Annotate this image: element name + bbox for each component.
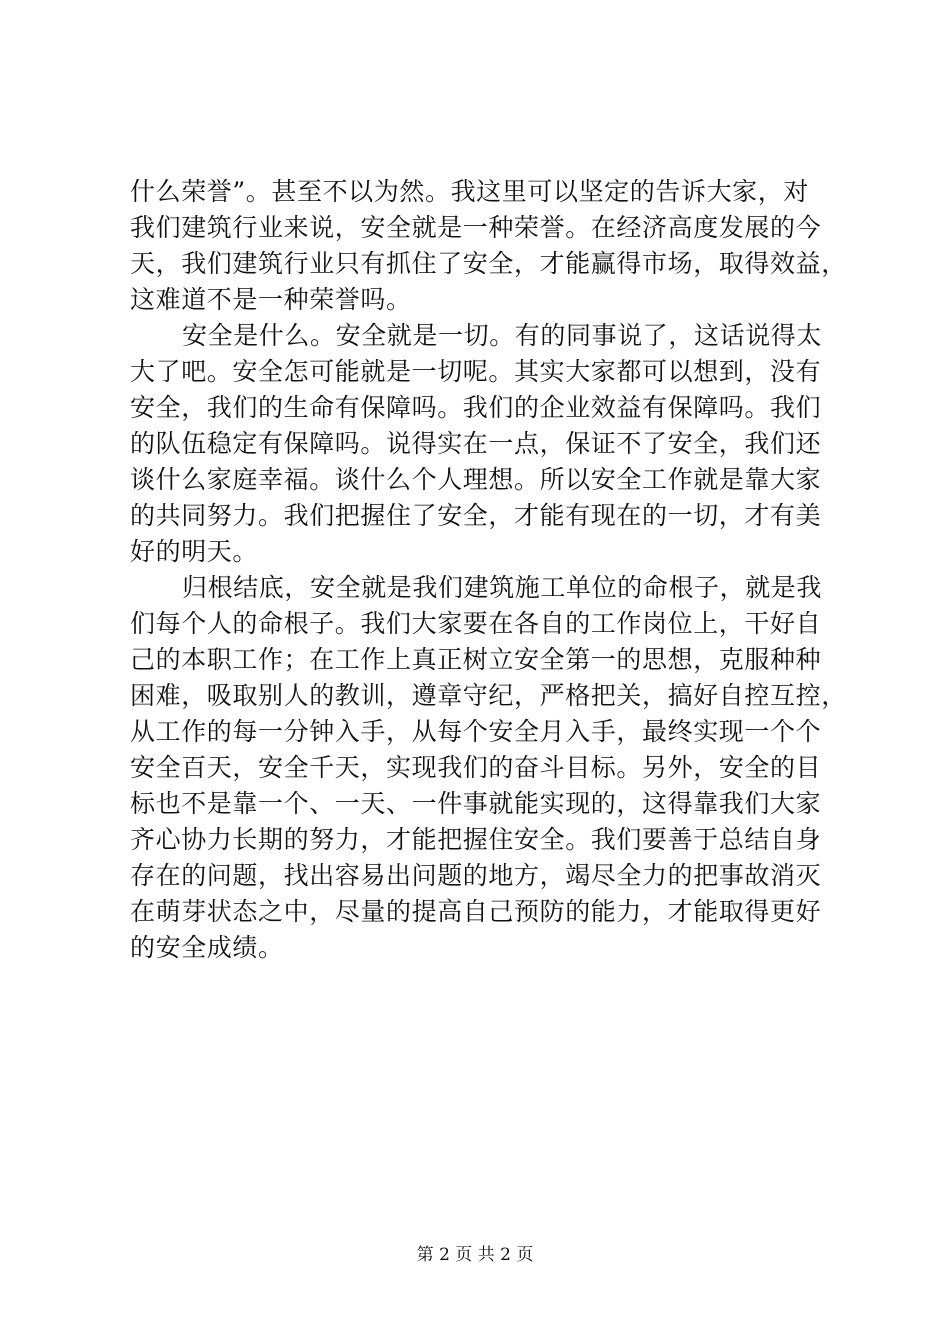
paragraph bbox=[130, 570, 847, 966]
text-line: 的安全成绩。 bbox=[130, 933, 284, 962]
text-line: 存在的问题，找出容易出问题的地方，竭尽全力的把事故消灭 bbox=[130, 861, 822, 890]
text-line: 大了吧。安全怎可能就是一切呢。其实大家都可以想到，没有 bbox=[130, 357, 822, 386]
text-line: 安全百天，安全千天，实现我们的奋斗目标。另外，安全的目 bbox=[130, 753, 822, 782]
text-line: 己的本职工作；在工作上真正树立安全第一的思想，克服种种 bbox=[130, 645, 822, 674]
text-line: 什么荣誉”。甚至不以为然。我这里可以坚定的告诉大家，对 bbox=[130, 177, 809, 206]
paragraph bbox=[130, 318, 844, 570]
page-footer: 第 2 页 共 2 页 bbox=[416, 1245, 534, 1265]
text-line: 安全，我们的生命有保障吗。我们的企业效益有保障吗。我们 bbox=[130, 393, 822, 422]
text-line: 齐心协力长期的努力，才能把握住安全。我们要善于总结自身 bbox=[130, 825, 822, 854]
text-line: 的队伍稳定有保障吗。说得实在一点，保证不了安全，我们还 bbox=[130, 429, 822, 458]
text-line: 谈什么家庭幸福。谈什么个人理想。所以安全工作就是靠大家 bbox=[130, 465, 822, 494]
text-line: 困难，吸取别人的教训，遵章守纪，严格把关，搞好自控互控， bbox=[130, 681, 847, 710]
text-line: 我们建筑行业来说，安全就是一种荣誉。在经济高度发展的今 bbox=[130, 213, 822, 242]
text-line: 天，我们建筑行业只有抓住了安全，才能赢得市场，取得效益， bbox=[130, 249, 847, 278]
text-line: 安全是什么。安全就是一切。有的同事说了，这话说得太 bbox=[182, 321, 823, 350]
text-line: 归根结底，安全就是我们建筑施工单位的命根子，就是我 bbox=[182, 573, 823, 602]
text-line: 的共同努力。我们把握住了安全，才能有现在的一切，才有美 bbox=[130, 501, 822, 530]
paragraph bbox=[130, 174, 847, 318]
text-line: 们每个人的命根子。我们大家要在各自的工作岗位上，干好自 bbox=[130, 609, 822, 638]
text-line: 这难道不是一种荣誉吗。 bbox=[130, 285, 412, 314]
body-text bbox=[130, 174, 847, 966]
text-line: 标也不是靠一个、一天、一件事就能实现的，这得靠我们大家 bbox=[130, 789, 822, 818]
text-line: 从工作的每一分钟入手，从每个安全月入手，最终实现一个个 bbox=[130, 717, 822, 746]
text-line: 在萌芽状态之中，尽量的提高自己预防的能力，才能取得更好 bbox=[130, 897, 822, 926]
text-line: 好的明天。 bbox=[130, 537, 259, 566]
